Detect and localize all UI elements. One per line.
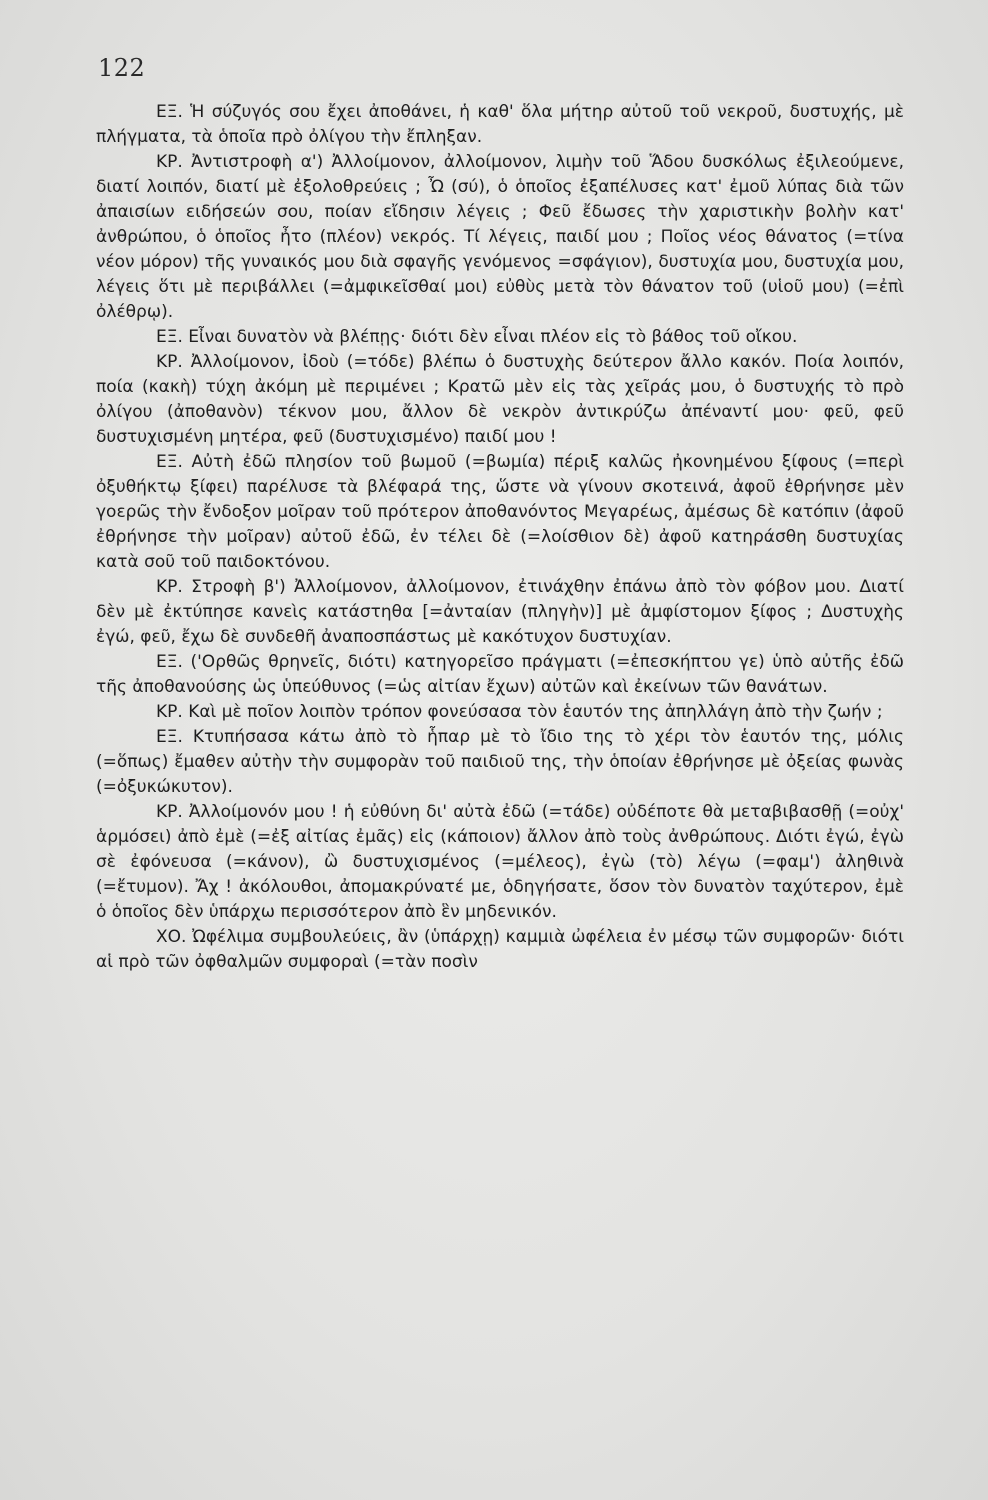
paragraph: ΚΡ. Ἀντιστροφὴ α') Ἀλλοίμονον, ἀλλοίμονον, λιμὴν τοῦ Ἅδου δυσκόλως ἐξιλεούμενε, διατί λοιπόν, διατί μὲ ἐξολοθρεύεις ; Ὦ (σύ), ὁ ὁποῖος ἐξαπέλυσες κατ' ἐμοῦ λύπας διὰ τῶν ἀπαισίων ειδήσεών σου, ποίαν εἴδησιν λέγεις ; Φεῦ ἔδωσες τὴν χαριστικὴν βολὴν κατ' ἀνθρώπου, ὁ ὁποῖος ἦτο (πλέον) νεκρός. Τί λέγεις, παιδί μου ; Ποῖος νέος θάνατος (=τίνα νέον μόρον) τῆς γυναικός μου διὰ σφαγῆς γενόμενος =σφάγιον), δυστυχία μου, δυστυχία μου, λέγεις ὅτι μὲ περιβάλλει (=ἀμφικεῖσθαί μοι) εὐθὺς μετὰ τὸν θάνατον τοῦ (υἱοῦ μου) (=ἐπὶ ὀλέθρῳ). (96, 152, 904, 322)
paragraph: ΧΟ. Ὠφέλιμα συμβουλεύεις, ἂν (ὑπάρχῃ) καμμιὰ ὠφέλεια ἐν μέσῳ τῶν συμφορῶν· διότι αἱ πρὸ τῶν ὀφθαλμῶν συμφοραὶ (=τὰν ποσὶν (96, 927, 904, 972)
paragraph: ΕΞ. Κτυπήσασα κάτω ἀπὸ τὸ ἧπαρ μὲ τὸ ἴδιο της τὸ χέρι τὸν ἑαυτόν της, μόλις (=ὅπως) ἔμαθεν αὐτὴν τὴν συμφορὰν τοῦ παιδιοῦ της, τὴν ὁποίαν ἐθρήνησε μὲ ὀξείας φωνὰς (=ὀξυκώκυτον). (96, 727, 904, 797)
paragraph: ΕΞ. Ἡ σύζυγός σου ἔχει ἀποθάνει, ἡ καθ' ὅλα μήτηρ αὐτοῦ τοῦ νεκροῦ, δυστυχής, μὲ πλήγματα, τὰ ὁποῖα πρὸ ὀλίγου τὴν ἔπληξαν. (96, 102, 904, 147)
paragraph: ΚΡ. Ἀλλοίμονον, ἰδοὺ (=τόδε) βλέπω ὁ δυστυχὴς δεύτερον ἄλλο κακόν. Ποία λοιπόν, ποία (κακὴ) τύχη ἀκόμη μὲ περιμένει ; Κρατῶ μὲν εἰς τὰς χεῖράς μου, ὁ δυστυχής τὸ πρὸ ὀλίγου (ἀποθανὸν) τέκνον μου, ἄλλον δὲ νεκρὸν ἀντικρύζω ἀπέναντί μου· φεῦ, φεῦ δυστυχισμένη μητέρα, φεῦ (δυστυχισμένο) παιδί μου ! (96, 352, 904, 447)
paragraph: ΚΡ. Καὶ μὲ ποῖον λοιπὸν τρόπον φονεύσασα τὸν ἑαυτόν της ἀπηλλάγη ἀπὸ τὴν ζωήν ; (156, 702, 883, 722)
paragraph: ΚΡ. Ἀλλοίμονόν μου ! ἡ εὐθύνη δι' αὐτὰ ἐδῶ (=τάδε) οὐδέποτε θὰ μεταβιβασθῇ (=οὐχ' ἁρμόσει) ἀπὸ ἐμὲ (=ἐξ αἰτίας ἐμᾶς) εἰς (κάποιον) ἄλλον ἀπὸ τοὺς ἀνθρώπους. Διότι ἐγώ, ἐγὼ σὲ ἐφόνευσα (=κάνον), ὢ δυστυχισμένος (=μέλεος), ἐγὼ (τὸ) λέγω (=φαμ') ἀληθινὰ (=ἔτυμον). Ἄχ ! ἀκόλουθοι, ἀπομακρύνατέ με, ὁδηγήσατε, ὅσον τὸν δυνατὸν ταχύτερον, ἐμὲ ὁ ὁποῖος δὲν ὑπάρχω περισσότερον ἀπὸ ἓν μηδενικόν. (96, 802, 904, 922)
paragraph: ΕΞ. Εἶναι δυνατὸν νὰ βλέπῃς· διότι δὲν εἶναι πλέον εἰς τὸ βάθος τοῦ οἴκου. (156, 327, 798, 347)
paragraph: ΕΞ. Αὐτὴ ἐδῶ πλησίον τοῦ βωμοῦ (=βωμία) πέριξ καλῶς ἠκονημένου ξίφους (=περὶ ὀξυθήκτῳ ξίφει) παρέλυσε τὰ βλέφαρά της, ὥστε νὰ γίνουν σκοτεινά, ἀφοῦ ἐθρήνησε μὲν γοερῶς τὴν ἔνδοξον μοῖραν τοῦ πρότερον ἀποθανόντος Μεγαρέως, ἀμέσως δὲ κατόπιν (ἀφοῦ ἐθρήνησε τὴν μοῖραν) αὐτοῦ ἐδῶ, ἐν τέλει δὲ (=λοίσθιον δὲ) ἀφοῦ κατηράσθη δυστυχίας κατὰ σοῦ τοῦ παιδοκτόνου. (96, 452, 904, 572)
paragraph: ΚΡ. Στροφὴ β') Ἀλλοίμονον, ἀλλοίμονον, ἐτινάχθην ἐπάνω ἀπὸ τὸν φόβον μου. Διατί δὲν μὲ ἐκτύπησε κανεὶς κατάστηθα [=ἀνταίαν (πληγὴν)] μὲ ἀμφίστομον ξίφος ; Δυστυχὴς ἐγώ, φεῦ, ἔχω δὲ συνδεθῆ ἀναποσπάστως μὲ κακότυχον δυστυχίαν. (96, 577, 904, 647)
page-number: 122 (98, 54, 146, 82)
paragraph: ΕΞ. ('Ορθῶς θρηνεῖς, διότι) κατηγορεῖσο πράγματι (=ἐπεσκήπτου γε) ὑπὸ αὐτῆς ἐδῶ τῆς ἀποθανούσης ὡς ὑπεύθυνος (=ὡς αἰτίαν ἔχων) αὐτῶν καὶ ἐκείνων τῶν θανάτων. (96, 652, 904, 697)
body-text (96, 100, 904, 975)
